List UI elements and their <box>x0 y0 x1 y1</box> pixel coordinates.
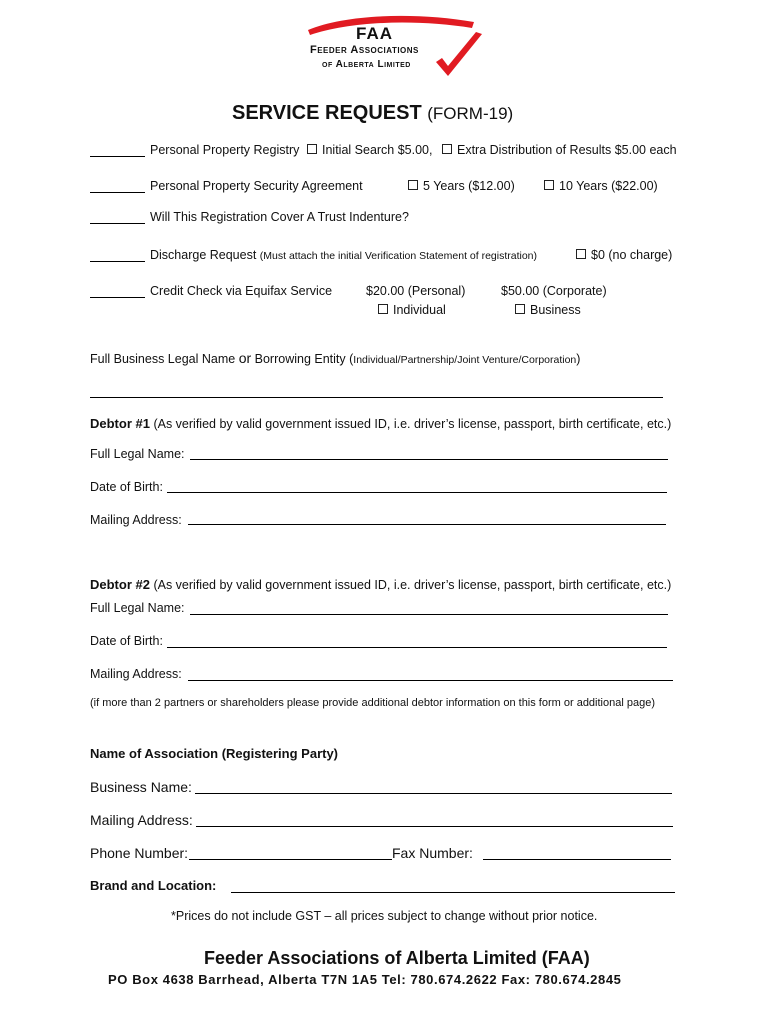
title-form: (FORM-19) <box>427 104 514 123</box>
debtor2-extra-note: (if more than 2 partners or shareholders please provide additional debtor information on this form or additional page) <box>90 697 655 709</box>
ppr-initial-search-option[interactable]: Initial Search $5.00, <box>307 143 433 157</box>
page-title <box>232 102 513 125</box>
logo-line1: Feeder Associations <box>310 44 419 56</box>
debtor1-heading: Debtor #1 (As verified by valid government issued ID, i.e. driver’s license, passport, birth certificate, etc.) <box>90 416 672 431</box>
trust-blank[interactable] <box>90 223 145 224</box>
debtor2-dob-field[interactable] <box>167 647 667 648</box>
footer-org-name: Feeder Associations of Alberta Limited (FAA) <box>204 948 590 968</box>
ppr-extra-distribution-option[interactable]: Extra Distribution of Results $5.00 each <box>442 143 677 157</box>
checkbox[interactable] <box>408 180 418 190</box>
association-fax-label: Fax Number: <box>392 845 473 861</box>
debtor2-heading: Debtor #2 (As verified by valid government issued ID, i.e. driver’s license, passport, birth certificate, etc.) <box>90 577 672 592</box>
ppsa-blank[interactable] <box>90 192 145 193</box>
debtor1-dob-label: Date of Birth: <box>90 480 163 494</box>
checkbox[interactable] <box>442 144 452 154</box>
ppsa-10-years-option[interactable]: 10 Years ($22.00) <box>544 179 658 193</box>
association-phone-field[interactable] <box>189 859 392 860</box>
association-mailing-address-field[interactable] <box>196 826 673 827</box>
credit-business-option[interactable]: Business <box>515 303 581 317</box>
footer-contact: PO Box 4638 Barrhead, Alberta T7N 1A5 Tel: 780.674.2622 Fax: 780.674.2845 <box>108 972 622 987</box>
association-brand-label: Brand and Location: <box>90 878 217 893</box>
checkbox[interactable] <box>307 144 317 154</box>
association-business-name-label: Business Name: <box>90 779 192 795</box>
checkbox[interactable] <box>576 249 586 259</box>
business-name-label: Full Business Legal Name or Borrowing Entity (Individual/Partnership/Joint Venture/Corporation) <box>90 350 581 366</box>
credit-individual-option[interactable]: Individual <box>378 303 446 317</box>
association-phone-label: Phone Number: <box>90 845 189 861</box>
debtor2-address-label: Mailing Address: <box>90 667 182 681</box>
discharge-blank[interactable] <box>90 261 145 262</box>
association-brand-field[interactable] <box>231 892 675 893</box>
credit-corporate-price: $50.00 (Corporate) <box>501 284 607 298</box>
credit-label: Credit Check via Equifax Service <box>150 284 333 298</box>
discharge-no-charge-option[interactable]: $0 (no charge) <box>576 248 672 262</box>
trust-label: Will This Registration Cover A Trust Indenture? <box>150 210 409 224</box>
association-fax-field[interactable] <box>483 859 671 860</box>
ppr-blank[interactable] <box>90 156 145 157</box>
debtor2-name-label: Full Legal Name: <box>90 601 185 615</box>
checkbox[interactable] <box>515 304 525 314</box>
logo-abbr: FAA <box>356 24 393 43</box>
checkbox[interactable] <box>544 180 554 190</box>
ppr-label: Personal Property Registry <box>150 143 300 157</box>
debtor2-dob-label: Date of Birth: <box>90 634 163 648</box>
business-name-field[interactable] <box>90 397 663 398</box>
debtor1-address-field[interactable] <box>188 524 666 525</box>
debtor1-dob-field[interactable] <box>167 492 667 493</box>
association-heading: Name of Association (Registering Party) <box>90 746 339 761</box>
credit-personal-price: $20.00 (Personal) <box>366 284 466 298</box>
credit-blank[interactable] <box>90 297 145 298</box>
faa-logo <box>296 10 486 90</box>
debtor1-address-label: Mailing Address: <box>90 513 182 527</box>
debtor1-name-label: Full Legal Name: <box>90 447 185 461</box>
price-disclaimer: *Prices do not include GST – all prices subject to change without prior notice. <box>171 909 598 923</box>
debtor1-name-field[interactable] <box>190 459 668 460</box>
ppsa-label: Personal Property Security Agreement <box>150 179 363 193</box>
debtor2-name-field[interactable] <box>190 614 668 615</box>
ppsa-5-years-option[interactable]: 5 Years ($12.00) <box>408 179 515 193</box>
checkbox[interactable] <box>378 304 388 314</box>
title-main: SERVICE REQUEST <box>232 102 422 124</box>
debtor2-address-field[interactable] <box>188 680 673 681</box>
association-business-name-field[interactable] <box>195 793 672 794</box>
association-mailing-address-label: Mailing Address: <box>90 812 193 828</box>
logo-line2: of Alberta Limited <box>322 59 411 70</box>
discharge-label: Discharge Request (Must attach the initial Verification Statement of registration) <box>150 248 538 262</box>
